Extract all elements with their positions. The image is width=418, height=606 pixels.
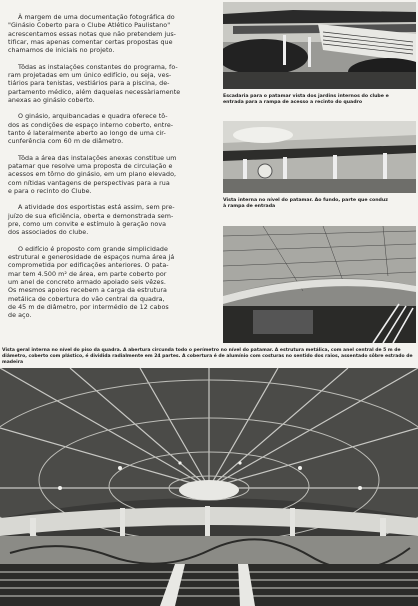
- photo-interior-patamar: [223, 121, 416, 193]
- article-text-column: [8, 14, 208, 329]
- paragraph-4: Tôda a área das instalações anexas constitue um patamar que resolve uma proposta de circulação e acessos em tôrno do ginásio, em um plano elevado, com nítidas vantagens de perspectivas para a rua e para o recinto do Clube.: [8, 154, 177, 195]
- paragraph-5: A atividade dos esportistas está assim, sem pre- juízo de sua eficiência, oberta e demonstrada sem- pre, como um convite e estímulo à geração nova dos associados do clube.: [8, 204, 175, 237]
- caption-photo-2: Vista interna no nível do patamar. Ao fundo, parte que conduz à rampa de entrada: [223, 198, 388, 209]
- photo-dome-interior: [223, 226, 416, 343]
- caption-photo-1: Escadaria para o patamar vista dos jardins internos do clube e entrada para a rampa de acesso a recinto do quadro: [223, 94, 389, 105]
- paragraph-1: À margem de uma documentação fotográfica do "Ginásio Coberto para o Clube Atlético Paulistano" acrescentamos essas notas que não pretendem jus- tificar, mas apenas comentar certas propostas que chamamos de iniciais no projeto.: [8, 14, 177, 55]
- paragraph-6: O edifício é proposto com grande simplicidade estrutural e generosidade de espaços numa área já comprometida por edificações anteriores. O pata- mar tem 4.500 m² de área, em parte coberto por um anel de concreto armado apoiado seis vêzes. Os mesmos apoios recebem a carga da estrutura metálica de cobertura do vão central da quadra, de 45 m de diâmetro, por intermédio de 12 cabos de aço.: [8, 245, 175, 320]
- caption-main-photo: Vista geral interna no nível do piso da quadra. A abertura circunda todo o perímetro no nível do patamar. A estrutura metálica, com anel central de 5 m de diâmetro, coberto com plástico, é dividida radialmente em 24 partes. A cobertura é de alumínio com costuras no sentido dos raios, assentado sôbre estrado de madeira: [2, 348, 413, 365]
- photo-general-interior: [0, 368, 418, 606]
- paragraph-2: Tôdas as instalações constantes do programa, fo- ram projetadas em um único edifício, ou seja, ves- tiários para tenistas, vestiários para a piscina, de- partamento médico, além daquelas necessàriamente anexas ao ginásio coberto.: [8, 63, 181, 104]
- paragraph-3: O ginásio, arquibancadas e quadra oferece tô- dos as condições de espaço interno coberto, entre- tanto é lateralmente aberto ao longo de uma cir- cunferência com 60 m de diâmetro.: [8, 113, 174, 146]
- photo-exterior-stairs: [223, 2, 416, 89]
